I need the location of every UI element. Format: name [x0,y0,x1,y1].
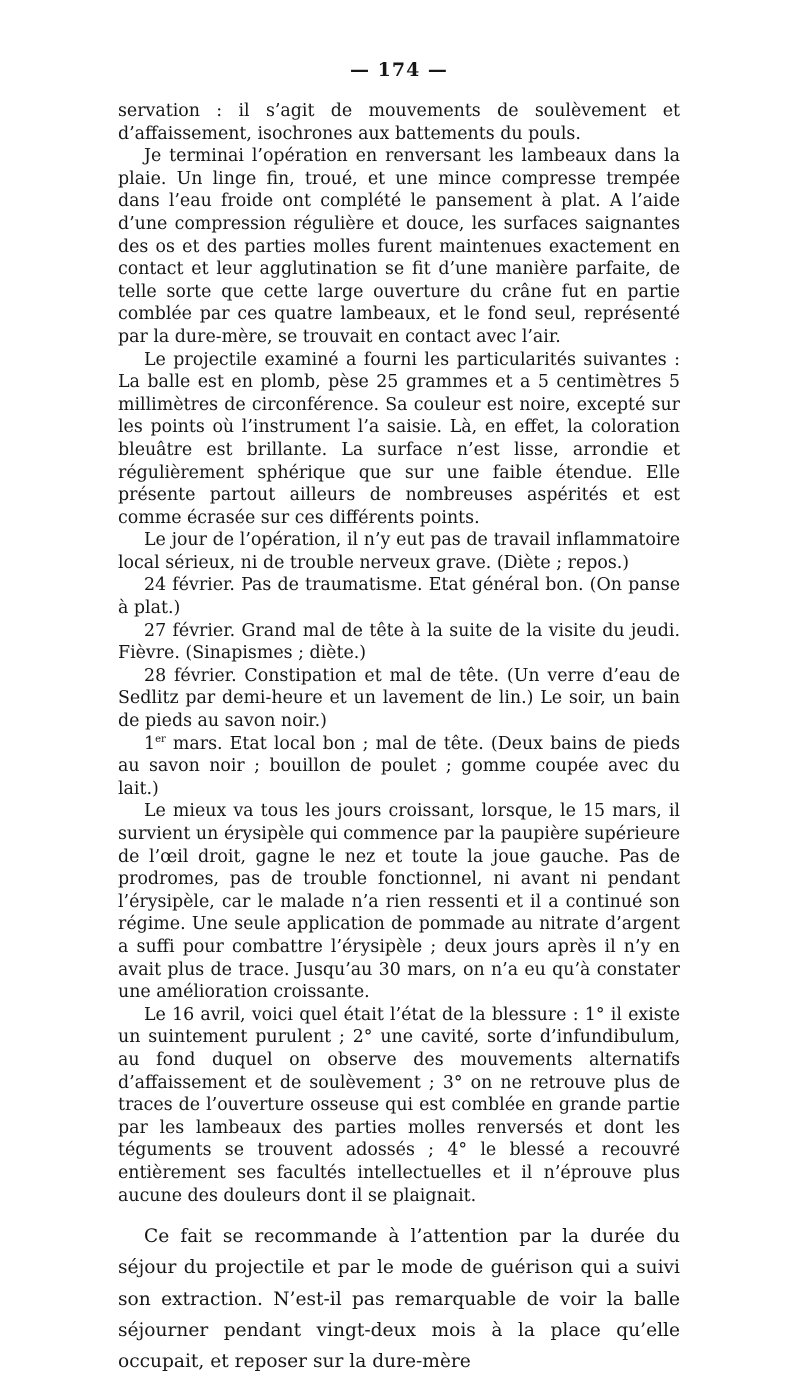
paragraph-continuation: servation : il s’agit de mouvements de soulèvement et d’affaissement, isochrones aux battements du pouls. [118,101,680,144]
march-entry-text: mars. Etat local bon ; mal de tête. (Deux bains de pieds au savon noir ; bouillon de poulet ; gomme coupée avec du lait.) [118,733,681,799]
paragraph-conclusion: Ce fait se recommande à l’attention par la durée du séjour du projectile et par le mode de guérison qui a suivi son extraction. N’est-il pas remarquable de voir la balle séjourner pendant vingt-deux mois à la place qu’elle occupait, et reposer sur la dure-mère [118,1226,680,1372]
paragraph-operation: Je terminai l’opération en renversant les lambeaux dans la plaie. Un linge fin, troué, et une mince compresse trempée dans l’eau froide ont complété le pansement à plat. A l’aide d’une compression régulière et douce, les surfaces saignantes des os et des parties molles furent maintenues exactement en contact et leur agglutination se fit d’une manière parfaite, de telle sorte que cette large ouverture du crâne fut en partie comblée par ces quatre lambeaux, et le fond seul, représenté par la dure-mère, se trouvait en contact avec l’air. [118,146,680,347]
paragraph-24-february: 24 février. Pas de traumatisme. Etat général bon. (On panse à plat.) [118,575,680,619]
page-number: — 174 — [350,59,448,81]
paragraph-operation-day: Le jour de l’opération, il n’y eut pas de travail inflammatoire local sérieux, ni de trouble nerveux grave. (Diète ; repos.) [118,530,680,573]
paragraph-erysipelas: Le mieux va tous les jours croissant, lorsque, le 15 mars, il survient un érysipèle qui commence par la paupière supérieure de l’œil droit, gagne le nez et toute la joue gauche. Pas de prodromes, pas de trouble fonctionnel, ni avant ni pendant l’érysipèle, car le malade n’a rien ressenti et il a continué son régime. Une seule application de pommade au nitrate d’argent a suffi pour combattre l’érysipèle ; deux jours après il n’y en avait plus de trace. Jusqu’au 30 mars, on n’a eu qu’à constater une amélioration croissante. [118,801,680,1003]
book-page [118,58,680,1377]
march-day-number: 1 [144,733,156,754]
paragraph-16-april: Le 16 avril, voici quel était l’état de la blessure : 1° il existe un suintement purulent ; 2° une cavité, sorte d’infundibulum, au fond duquel on observe des mouvements alternatifs d’affaissement et de soulèvement ; 3° on ne retrouve plus de traces de l’ouverture osseuse qui est comblée en grande partie par les lambeaux des parties molles renversés et dont les téguments se trouvent adossés ; 4° le blessé a recouvré entièrement ses facultés intellectuelles et il n’éprouve plus aucune des douleurs dont il se plaignait. [118,1004,680,1206]
paragraph-27-february: 27 février. Grand mal de tête à la suite de la visite du jeudi. Fièvre. (Sinapismes ; diète.) [118,620,680,664]
paragraph-projectile: Le projectile examiné a fourni les particularités suivantes : La balle est en plomb, pèse 25 grammes et a 5 centimètres 5 millimètres de circonférence. Sa couleur est noire, excepté sur les points où l’instrument l’a saisie. Là, en effet, la coloration bleuâtre est brillante. La surface n’est lisse, arrondie et régulièrement sphérique que sur une faible étendue. Elle présente partout ailleurs de nombreuses aspérités et est comme écrasée sur ces différents points. [118,349,680,528]
march-day-superscript: er [155,733,166,745]
paragraph-28-february: 28 février. Constipation et mal de tête. (Un verre d’eau de Sedlitz par demi-heure et un lavement de lin.) Le soir, un bain de pieds au savon noir.) [118,665,680,732]
paragraph-1-march [118,733,680,801]
